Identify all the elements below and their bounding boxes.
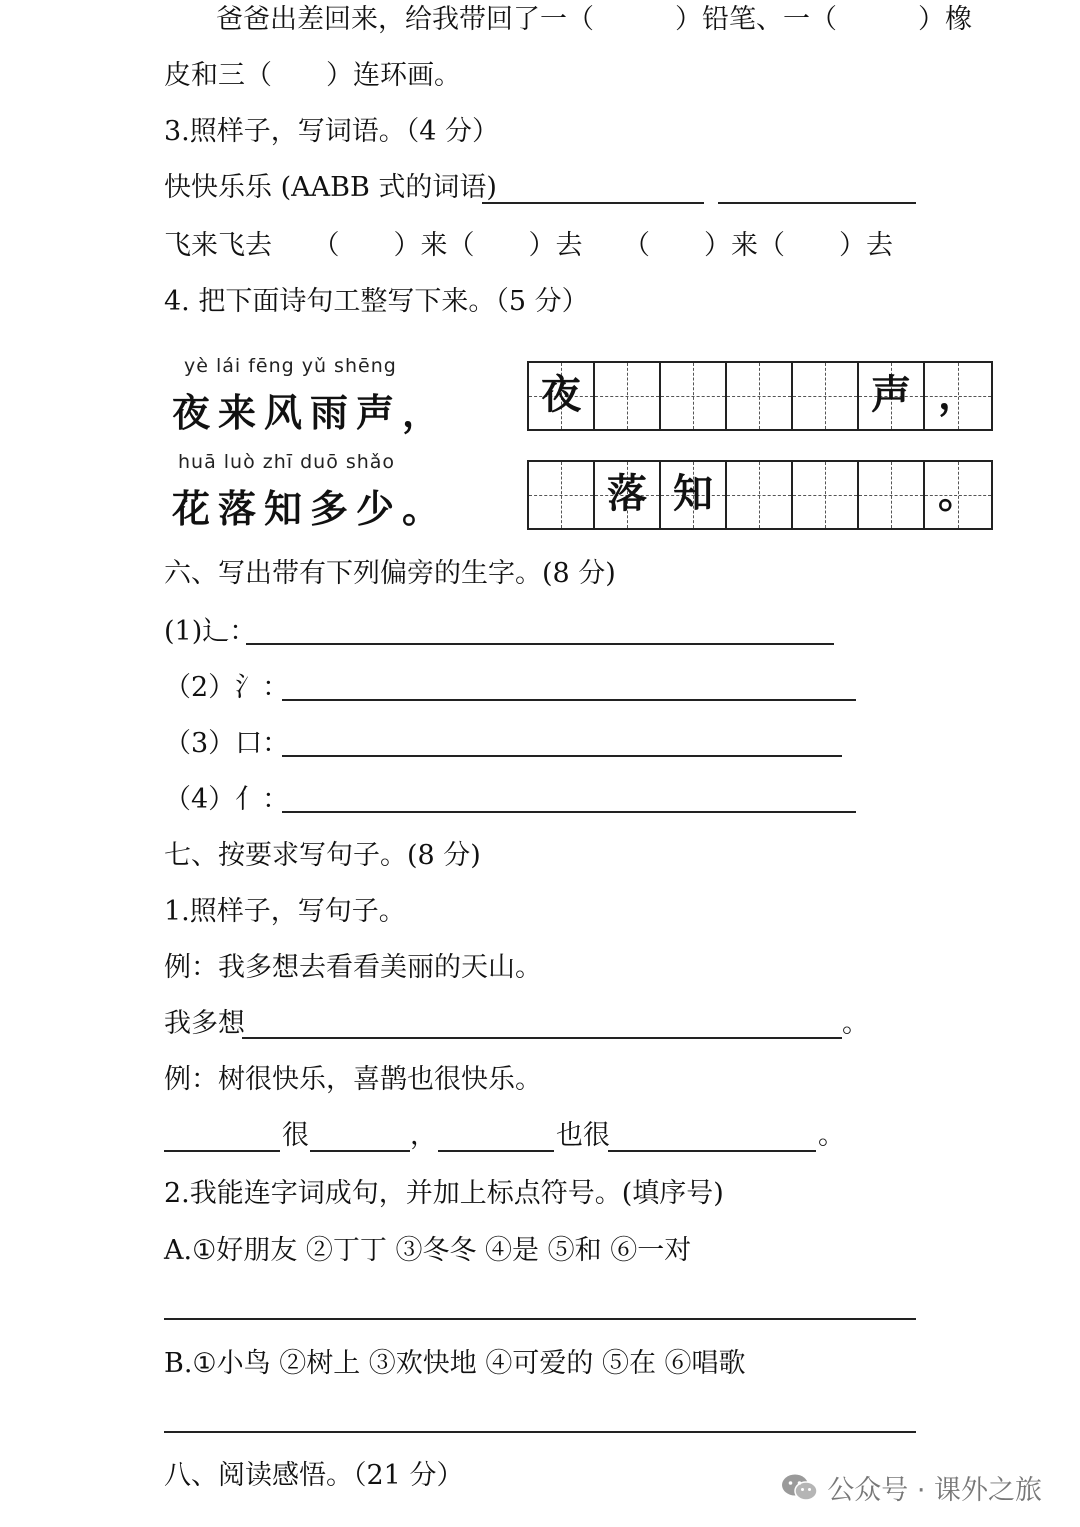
grid-cell[interactable] [859, 462, 925, 528]
sec6-blank-4[interactable] [282, 811, 856, 813]
sec6-item-2: （2）氵： [164, 672, 290, 703]
sec7-qA-answer-line[interactable] [164, 1318, 916, 1320]
grid-cell[interactable]: ， [925, 363, 991, 429]
sec7-fill2-blank-2[interactable] [310, 1150, 410, 1152]
sec8-title: 八、阅读感悟。（21 分） [164, 1460, 464, 1491]
sec7-example-2: 例：树很快乐，喜鹊也很快乐。 [164, 1064, 542, 1095]
grid-cell[interactable] [793, 363, 859, 429]
sec6-blank-1[interactable] [246, 643, 834, 645]
sec7-fill2-end: 。 [818, 1120, 845, 1151]
q2-line1: 爸爸出差回来，给我带回了一（ ）铅笔、一（ ）橡 [216, 4, 972, 35]
watermark-text: 公众号 · 课外之旅 [827, 1475, 1042, 1506]
grid-cell[interactable] [727, 363, 793, 429]
grid-cell[interactable]: 声 [859, 363, 925, 429]
sec7-fill2-blank-4[interactable] [608, 1150, 816, 1152]
sec7-title: 七、按要求写句子。(8 分) [164, 840, 481, 871]
poem-pinyin-1: yè lái fēng yǔ shēng [184, 355, 397, 377]
sec7-fill1-blank[interactable] [242, 1037, 842, 1039]
grid-cell[interactable] [595, 363, 661, 429]
sec6-item-3: （3）口： [164, 728, 290, 759]
sec6-item-4: （4）亻： [164, 784, 290, 815]
sec7-fill1-end: 。 [842, 1008, 869, 1039]
sec7-fill2-blank-1[interactable] [164, 1150, 280, 1152]
grid-cell[interactable] [727, 462, 793, 528]
sec7-qA: A.①好朋友 ②丁丁 ③冬冬 ④是 ⑤和 ⑥一对 [164, 1235, 692, 1266]
grid-cell[interactable]: 。 [925, 462, 991, 528]
sec6-item-1: (1)辶： [164, 616, 257, 647]
grid-cell[interactable]: 夜 [529, 363, 595, 429]
sec7-qB-answer-line[interactable] [164, 1431, 916, 1433]
sec6-title: 六、写出带有下列偏旁的生字。(8 分) [164, 558, 616, 589]
poem-line-1: 夜来风雨声， [172, 390, 449, 435]
q2-line2: 皮和三（ ）连环画。 [164, 60, 461, 91]
sec7-q2: 2.我能连字词成句，并加上标点符号。(填序号) [164, 1178, 724, 1209]
grid-cell[interactable] [793, 462, 859, 528]
q3-title: 3.照样子，写词语。（4 分） [164, 116, 500, 147]
sec6-blank-3[interactable] [282, 755, 842, 757]
writing-grid-1 [527, 361, 993, 431]
sec7-q1: 1.照样子，写句子。 [164, 896, 406, 927]
sec7-fill1-prefix: 我多想 [164, 1008, 245, 1039]
q3-pattern: 飞来飞去 （ ）来（ ）去 （ ）来（ ）去 [164, 230, 893, 261]
q3-blank-2[interactable] [718, 202, 916, 204]
writing-grid-2 [527, 460, 993, 530]
sec7-fill2-a: 很 [282, 1120, 309, 1151]
watermark [781, 1468, 1042, 1507]
wechat-icon [781, 1473, 819, 1503]
poem-line-2: 花落知多少。 [172, 486, 449, 531]
q3-example: 快快乐乐 (AABB 式的词语) [164, 172, 497, 203]
sec7-qB: B.①小鸟 ②树上 ③欢快地 ④可爱的 ⑤在 ⑥唱歌 [164, 1348, 746, 1379]
poem-pinyin-2: huā luò zhī duō shǎo [178, 451, 396, 473]
grid-cell[interactable] [529, 462, 595, 528]
q4-title: 4. 把下面诗句工整写下来。（5 分） [164, 286, 589, 317]
sec6-blank-2[interactable] [282, 699, 856, 701]
grid-cell[interactable] [661, 363, 727, 429]
grid-cell[interactable]: 知 [661, 462, 727, 528]
sec7-fill2-b: ， [410, 1120, 437, 1151]
sec7-fill2-c: 也很 [556, 1120, 610, 1151]
q3-blank-1[interactable] [482, 202, 704, 204]
sec7-example-1: 例：我多想去看看美丽的天山。 [164, 952, 542, 983]
grid-cell[interactable]: 落 [595, 462, 661, 528]
sec7-fill2-blank-3[interactable] [438, 1150, 554, 1152]
